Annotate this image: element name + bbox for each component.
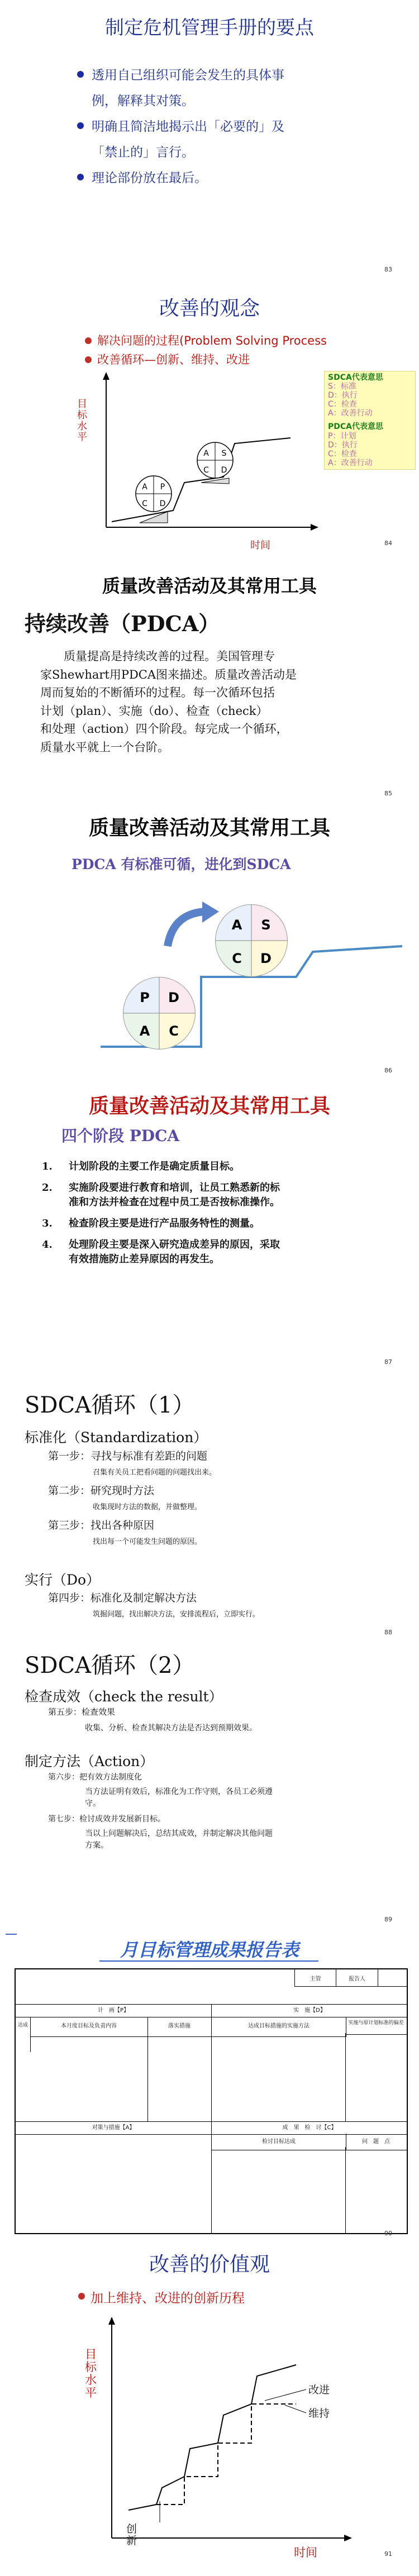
bullet-dot-icon <box>85 337 92 344</box>
page-number: 86 <box>384 1067 392 1074</box>
slide-monthly-report <box>0 1929 419 2242</box>
para-line: 质量水平就上一个台阶。 <box>40 740 169 754</box>
y-axis-label: 目标水平 <box>77 398 87 443</box>
legend-item: C：检查 <box>328 400 357 409</box>
wheel-label: S <box>261 917 271 933</box>
slide-sdca-2 <box>0 1639 419 1929</box>
wheel-label: A <box>231 917 242 933</box>
col-header: 落实措施 <box>147 2017 211 2037</box>
sign-cell <box>378 1969 407 1986</box>
step-title: 第二步：研究现时方法 <box>48 1485 155 1497</box>
para-line: 质量提高是持续改善的过程。美国管理专 <box>64 650 275 663</box>
step-title: 第五步：检查效果 <box>48 1707 116 1717</box>
bullet-item: 加上维持、改进的创新历程 <box>78 2288 245 2306</box>
slide-title: 改善的价值观 <box>149 2253 270 2276</box>
list-item-cont: 「禁止的」言行。 <box>92 145 194 160</box>
y-axis-arrow-icon <box>108 2317 115 2325</box>
list-item: 明确且简洁地揭示出「必要的」及 <box>77 114 390 140</box>
wheel-label: C <box>203 466 209 475</box>
section-heading: 实行（Do） <box>25 1572 101 1588</box>
slide-title: 质量改善活动及其常用工具 <box>88 816 330 839</box>
wheel-upper <box>197 442 233 478</box>
sign-cell: 主管 <box>295 1969 336 1986</box>
label-innovate: 创新 <box>126 2523 137 2547</box>
list-item: 1. 计划阶段的主要工作是确定质量目标。 <box>42 1161 240 1172</box>
pointer-line <box>265 2389 306 2401</box>
wheel-lower <box>136 476 172 512</box>
step-block <box>48 1706 406 1738</box>
wheel-label: A <box>203 449 209 458</box>
para-line: 和处理（action）四个阶段。每完成一个循环， <box>40 722 288 736</box>
step-title: 第四步：标准化及制定解决方法 <box>48 1592 197 1604</box>
section-heading: 标准化（Standardization） <box>25 1429 208 1446</box>
side-label: 达成 <box>16 2017 31 2052</box>
page-number: 88 <box>384 1629 392 1636</box>
wheel-upper <box>216 905 287 976</box>
bullet-dot-icon <box>77 71 84 78</box>
step-desc: 收集现时方法的数据，并做整理。 <box>93 1503 202 1511</box>
slide-value-of-improvement <box>0 2242 419 2561</box>
page-number: 87 <box>384 1358 392 1366</box>
step-desc: 收集、分析、检查其解决方法是否达到预期效果。 <box>85 1724 257 1733</box>
plan-header: 计 画【P】 <box>16 2004 211 2017</box>
report-form <box>15 1968 408 2234</box>
result-header: 成 果 检 讨【C】 <box>211 2121 407 2135</box>
page-number: 85 <box>384 790 392 797</box>
col-header: 问 题 点 <box>345 2134 407 2150</box>
list-item: 改善循环—创新、维持、改进 <box>85 351 327 370</box>
col-header: 达成目标措施的实施方法 <box>211 2017 346 2037</box>
body-divider <box>211 2134 212 2233</box>
page-number: 91 <box>384 2550 392 2558</box>
x-axis-arrow-icon <box>311 524 318 531</box>
review-header: 对策与措施【A】 <box>16 2121 211 2135</box>
step-title: 第一步：寻找与标准有差距的问题 <box>48 1450 208 1462</box>
bullet-dot-icon <box>78 2293 85 2300</box>
slide-subtitle: PDCA 有标准可循，进化到SDCA <box>72 856 291 872</box>
page-number: 84 <box>384 540 392 547</box>
para-line: 家Shewhart用PDCA图来描述。质量改善活动是 <box>40 667 297 681</box>
wheel-label: D <box>260 951 272 966</box>
step-title: 第七步：检讨成效并发展新目标。 <box>48 1815 165 1824</box>
list-item: 理论部份放在最后。 <box>77 165 390 191</box>
step-desc: 当以上问题解决后，总结其成效，并制定解决其他问题 <box>85 1829 273 1838</box>
wheel-label: P <box>160 483 165 492</box>
col-header: 实施与原计划标准的偏差 <box>345 2017 407 2035</box>
body-divider <box>345 2147 346 2233</box>
step-desc: 筑掘问题，找出解决方法，安排流程后，立即实行。 <box>93 1610 260 1619</box>
section-heading: 检查成效（check the result） <box>25 1688 223 1705</box>
page-number: 90 <box>384 2230 392 2237</box>
wheel-label: A <box>139 1023 150 1039</box>
x-axis-arrow-icon <box>344 2535 352 2541</box>
wheel-label: D <box>221 466 227 475</box>
list-item: 3. 检查阶段主要是进行产品服务特性的测量。 <box>42 1218 260 1230</box>
step-title: 第六步：把有效方法制度化 <box>48 1773 142 1782</box>
slide-title: SDCA循环（2） <box>25 1653 195 1678</box>
slide-title: 月目标管理成果报告表 <box>120 1939 299 1960</box>
step-desc: 守。 <box>85 1799 101 1809</box>
slide-improvement-concept <box>0 282 419 583</box>
body-divider <box>147 2033 148 2121</box>
x-axis-label: 时间 <box>250 540 270 551</box>
page-number: 89 <box>384 1916 392 1923</box>
wheel-label: A <box>142 483 147 492</box>
slide-subtitle: 四个阶段 PDCA <box>61 1127 180 1145</box>
label-maintain: 维持 <box>308 2407 330 2420</box>
title-underline <box>99 1960 318 1962</box>
wheel-lower <box>123 977 195 1049</box>
slide-title: 改善的观念 <box>159 297 260 320</box>
step-desc: 当方法证明有效后，标准化为工作守则，各员工必须遵 <box>85 1787 273 1796</box>
pdca-sdca-diagram <box>0 879 419 1086</box>
para-line: 计划（plan）、实施（do）、检查（check） <box>40 704 268 718</box>
x-axis-label: 时间 <box>294 2546 317 2559</box>
slide-pdca-continuous <box>0 555 419 801</box>
divider-line <box>6 1934 17 1935</box>
slide-crisis-manual <box>0 0 419 273</box>
y-axis-arrow-icon <box>103 372 109 380</box>
slide-pdca-four-stages <box>0 1080 419 1371</box>
slide-title: 制定危机管理手册的要点 <box>105 17 314 39</box>
legend-box <box>324 371 416 470</box>
step-desc: 找出每一个可能发生问题的原因。 <box>93 1538 202 1546</box>
curved-arrow-icon <box>168 912 207 946</box>
section-heading: 制定方法（Action） <box>25 1753 154 1769</box>
list-item: 2. 实施阶段要进行教育和培训，让员工熟悉新的标 准和方法并检查在过程中员工是否按标准操作。 <box>42 1182 280 1209</box>
legend-item: D：执行 <box>328 440 358 450</box>
pdca-legend-title: PDCA代表意思 <box>328 422 383 432</box>
list-item-cont: 例，解释其对策。 <box>92 94 194 108</box>
bullet-dot-icon <box>77 122 84 129</box>
body-divider <box>211 2033 212 2121</box>
legend-item: C：检查 <box>328 449 357 459</box>
list-item: 透用自己组织可能会发生的具体事 <box>77 63 390 88</box>
body-divider <box>345 2033 346 2121</box>
stage-list <box>42 1160 388 1267</box>
y-axis-label: 目标水平 <box>85 2348 97 2400</box>
legend-item: S：标准 <box>328 382 356 392</box>
wheel-label: S <box>221 449 227 458</box>
slide-pdca-to-sdca <box>0 801 419 1080</box>
list-item: 4. 处理阶段主要是深入研究造成差异的原因，采取 有效措施防止差异原因的再发生。 <box>42 1239 280 1266</box>
legend-item: A：改善行动 <box>328 458 373 468</box>
slide-sdca-1 <box>0 1371 419 1639</box>
wedge-lower <box>140 512 168 523</box>
curved-arrow-head-icon <box>202 901 219 923</box>
label-improve: 改进 <box>308 2384 330 2396</box>
wheel-label: C <box>142 499 147 508</box>
slide-title: SDCA循环（1） <box>25 1392 195 1418</box>
step-block <box>48 1448 406 1552</box>
para-line: 周而复始的不断循环的过程。每一次循环包括 <box>40 686 275 700</box>
wheel-label: D <box>168 990 179 1005</box>
slide-title: 质量改善活动及其常用工具 <box>102 575 317 597</box>
slide-subtitle: 持续改善（PDCA） <box>25 611 220 636</box>
bullet-dot-icon <box>77 174 84 180</box>
page-number: 83 <box>384 266 392 273</box>
step-block <box>48 1590 406 1619</box>
step-title: 第三步：找出各种原因 <box>48 1519 155 1532</box>
sdca-legend-title: SDCA代表意思 <box>328 373 383 382</box>
legend-item: D：执行 <box>328 391 358 400</box>
col-header: 本月度目标及负责内容 <box>30 2017 148 2037</box>
innovation-diagram <box>0 2309 419 2555</box>
legend-item: P：计划 <box>328 431 356 441</box>
bullet-list <box>77 63 390 191</box>
wheel-label: C <box>232 951 242 966</box>
sign-row <box>294 1969 407 1987</box>
pointer-line <box>285 2405 306 2413</box>
legend-item: A：改善行动 <box>328 409 373 418</box>
wheel-label: C <box>169 1023 179 1039</box>
step-block <box>48 1772 406 1852</box>
step-desc: 召集有关员工把看问题的问题找出来。 <box>93 1468 217 1477</box>
dashed-step-line <box>156 2404 296 2505</box>
exec-header: 实 施【D】 <box>211 2004 407 2017</box>
col-header: 检讨目标达成 <box>211 2134 346 2150</box>
sign-cell: 报告人 <box>336 1969 378 1986</box>
step-desc: 方案。 <box>85 1841 108 1850</box>
wheel-label: D <box>159 499 166 508</box>
paragraph <box>40 647 398 756</box>
solid-step-line <box>128 2365 296 2510</box>
list-item: 解决问题的过程(Problem Solving Process <box>85 332 327 351</box>
slide-title: 质量改善活动及其常用工具 <box>88 1094 330 1118</box>
wedge-upper <box>201 478 229 484</box>
wheel-label: P <box>140 990 150 1005</box>
